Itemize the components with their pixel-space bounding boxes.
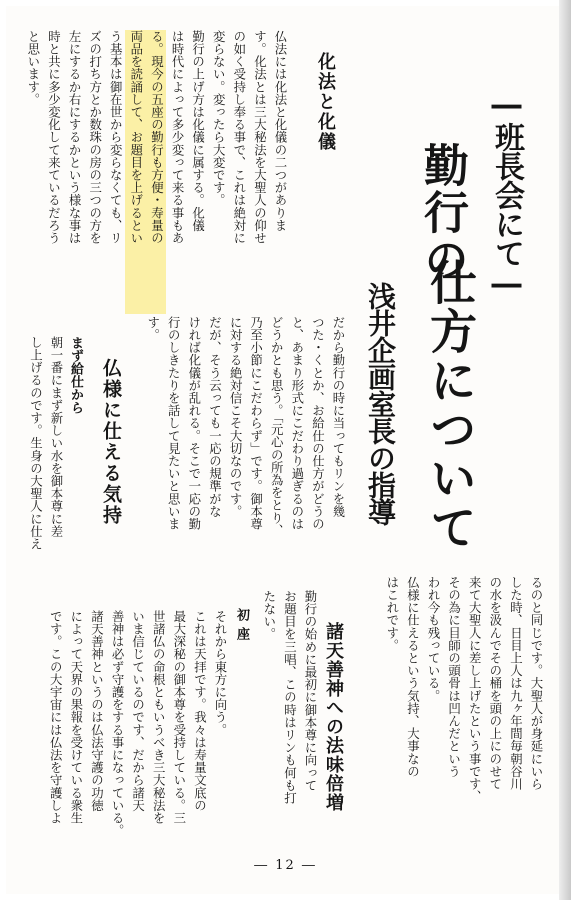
text-line: 左にするか右にするかという様な事は — [67, 30, 83, 245]
text-line: 諸天善神というのは仏法守護の功徳 — [89, 610, 105, 812]
text-line: の水を汲んでその桶を頭の上にのせて — [487, 576, 503, 791]
section-heading-shoten: 諸天善神への法味倍増 — [323, 622, 344, 812]
text-line: その為に目師の頭骨は凹んだという — [446, 576, 462, 778]
text-line: によって天界の果報を受けている衆生 — [68, 610, 84, 825]
text-line: これは天拝です。我々は寿量文底の — [192, 610, 208, 812]
text-line: たない。 — [261, 590, 277, 641]
text-line: 善神は必ず守護をする事になっている。 — [110, 610, 126, 837]
text-line: う基本は御在世から変らなくても、リ — [108, 30, 124, 245]
section-heading-kehou: 化法と化儀 — [315, 52, 336, 152]
text-line: だが、そう云っても一応の規準がな — [207, 316, 223, 518]
section-body-rules — [138, 316, 348, 560]
series-label: ―班長会にて― — [489, 88, 524, 301]
text-line: 勤行の始めに最初に御本尊に向って — [303, 590, 318, 792]
text-line: 朝一番にまず新しい水を御本尊に差 — [49, 336, 64, 538]
text-line: は時代によって多少変って来る事もあ — [170, 30, 186, 245]
text-line: 乃至小節にこだわらず」です。御本尊 — [248, 316, 264, 531]
section-body-kimochi-b — [360, 576, 546, 850]
byline: 浅井企画室長の指導 — [364, 282, 397, 525]
text-line: だから勤行の時に当ってもリンを幾 — [331, 316, 346, 518]
text-line: す。化法とは三大秘法を大聖人の仰せ — [252, 30, 268, 245]
text-line: はこれです。 — [384, 576, 400, 652]
page-number: ― 12 ― — [254, 858, 317, 873]
text-line: 最大深秘の御本尊を受持している。三 — [171, 610, 187, 825]
text-line: 世諸仏の命根ともいうべき三大秘法を — [151, 610, 167, 825]
text-line: に対する絶対信こそ大切なのです。 — [228, 316, 244, 518]
highlighted-text-line: る。現今の五座の勤行も方便・寿量の — [146, 30, 167, 314]
text-line: し上げるのです。生身の大聖人に仕え — [28, 336, 44, 551]
text-line: ズの打ち方とか数珠の房の三つの方を — [87, 30, 103, 245]
section-body-shoten-b — [26, 610, 230, 854]
page-binding-shadow — [559, 0, 571, 900]
text-line: それから東方に向う。 — [213, 610, 228, 736]
text-line: いま信じているのです、だから諸天 — [130, 610, 146, 812]
text-line: と、あまり形式にこだわり過ぎるのは — [289, 316, 305, 531]
text-line: 仏法には化法と化儀の二つがありま — [273, 30, 288, 232]
section-body-shoten-a — [254, 590, 320, 830]
text-line: 勤行の上げ方は化儀に属する。化儀 — [190, 30, 206, 232]
section-heading-kimochi: 仏様に仕える気持 — [100, 358, 122, 526]
text-line: 仏様に仕えるという気持、大事なの — [405, 576, 421, 778]
text-line: どうかとも思う。「元心の所為をとり、 — [269, 316, 285, 537]
subheading-kyuji: まず給仕から — [68, 336, 83, 414]
text-line: と思います。 — [25, 30, 41, 106]
text-line: 来て大聖人に差し上げたという事です、 — [467, 576, 483, 803]
text-line: われ今も残っている。 — [426, 576, 442, 702]
text-line: 時と共に多少変化して来ているだろう — [46, 30, 62, 245]
text-line: るのと同じです。大聖人が身延にいら — [529, 576, 544, 791]
text-line: つた・くとか、お給仕の仕方がどうの — [310, 316, 326, 531]
text-line: お題目を三唱、この時はリンも何も打 — [282, 590, 298, 805]
section-body-kehou — [20, 30, 290, 314]
text-line: した時、日目上人は九ヶ年間毎朝谷川 — [508, 576, 524, 791]
text-line: す。 — [145, 316, 161, 342]
article-title-line2: 仕方について — [422, 258, 477, 552]
highlighted-text-line: 両品を読誦して、お題目を上げるとい — [125, 30, 146, 314]
text-line: ければ化儀が乱れる。そこで一応の勤 — [186, 316, 202, 531]
subheading-shoza: 初座 — [234, 608, 249, 646]
article-title-line1: 勤行の — [416, 142, 469, 283]
text-line: 行のしきたりを話して見たいと思いま — [166, 316, 182, 531]
text-line: 変らない。変ったら大変です。 — [211, 30, 227, 207]
section-body-kimochi-a — [22, 336, 66, 566]
text-line: の如く受持し奉る事で、これは絶対に — [231, 30, 247, 245]
text-line: です。この大宇宙には仏法を守護しよ — [48, 610, 64, 825]
